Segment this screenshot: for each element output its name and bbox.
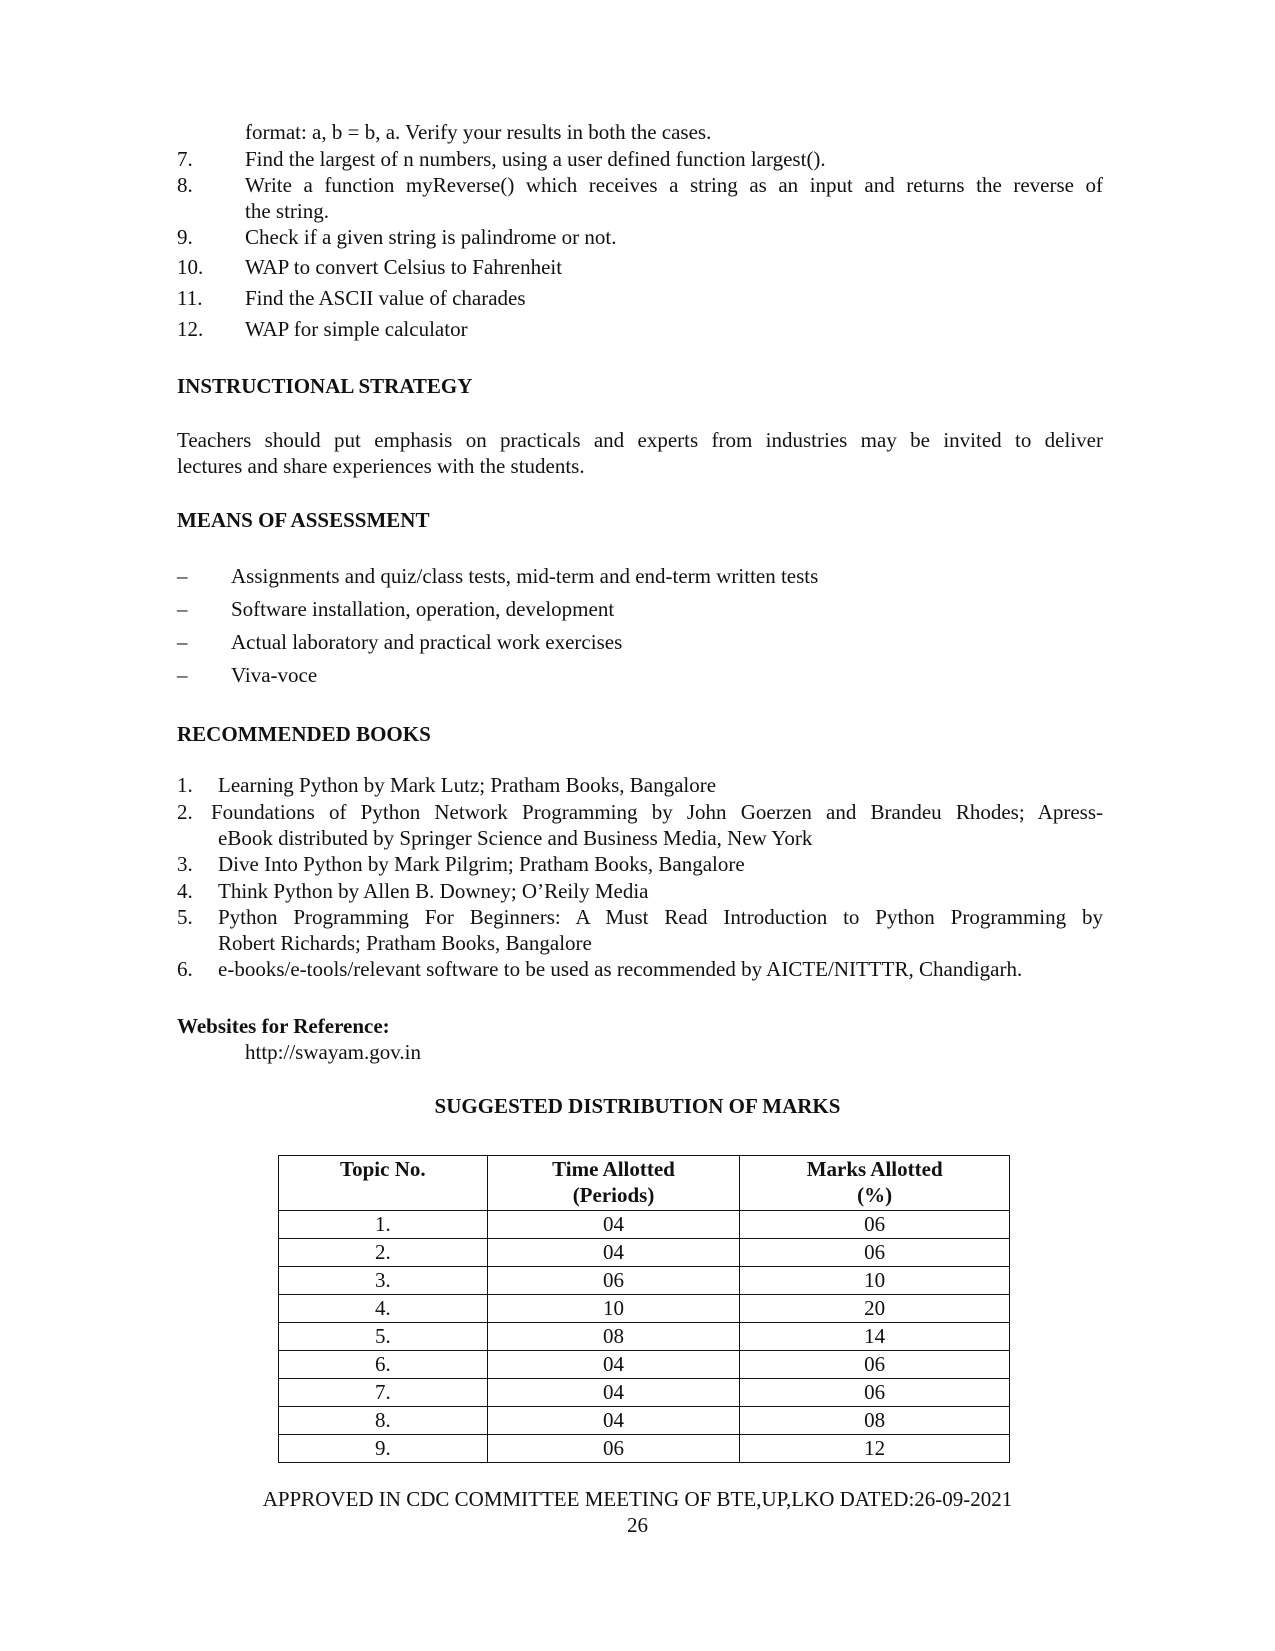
- assessment-item: Actual laboratory and practical work exercises: [231, 630, 623, 654]
- bullet-dash: –: [177, 597, 188, 621]
- marks-cell: 08: [740, 1407, 1010, 1435]
- table-row: [279, 1379, 1010, 1407]
- book-number: 1.: [177, 773, 193, 797]
- header-line: Time Allotted: [552, 1157, 675, 1181]
- book-text: Foundations of Python Network Programming by John Goerzen and Brandeu Rhodes; Apress-: [211, 800, 1103, 824]
- practical-number: 12.: [177, 317, 204, 341]
- practical-number: 10.: [177, 255, 204, 279]
- website-link[interactable]: http://swayam.gov.in: [245, 1040, 421, 1064]
- book-number: 6.: [177, 957, 193, 981]
- page-number: 26: [627, 1513, 648, 1537]
- marks-cell: 06: [740, 1211, 1010, 1239]
- header-time-allotted: [487, 1156, 740, 1211]
- header-marks-allotted: [740, 1156, 1010, 1211]
- assessment-item: Assignments and quiz/class tests, mid-term and end-term written tests: [231, 564, 819, 588]
- header-line: Topic No.: [340, 1157, 426, 1181]
- practical-number: 9.: [177, 225, 193, 249]
- marks-cell: 20: [740, 1295, 1010, 1323]
- practical-text: WAP for simple calculator: [245, 317, 468, 341]
- header-topic-no: [279, 1156, 488, 1211]
- practical-number: 11.: [177, 286, 203, 310]
- time-cell: 08: [487, 1323, 740, 1351]
- time-cell: 04: [487, 1211, 740, 1239]
- practical-number: 7.: [177, 147, 193, 171]
- marks-cell: 14: [740, 1323, 1010, 1351]
- time-cell: 06: [487, 1267, 740, 1295]
- table-header-row: [279, 1156, 1010, 1211]
- topic-cell: 5.: [279, 1323, 488, 1351]
- practical-text: Find the ASCII value of charades: [245, 286, 526, 310]
- marks-distribution-table: [278, 1155, 1010, 1463]
- topic-cell: 9.: [279, 1435, 488, 1463]
- marks-cell: 06: [740, 1351, 1010, 1379]
- time-cell: 04: [487, 1407, 740, 1435]
- assessment-item: Software installation, operation, development: [231, 597, 615, 621]
- header-line: Marks Allotted: [806, 1157, 943, 1181]
- marks-cell: 10: [740, 1267, 1010, 1295]
- book-text: e-books/e-tools/relevant software to be used as recommended by AICTE/NITTTR, Chandigarh.: [218, 957, 1023, 981]
- book-text: Python Programming For Beginners: A Must Read Introduction to Python Programming by: [218, 905, 1103, 929]
- practical-number: 8.: [177, 173, 193, 197]
- practical-text: Write a function myReverse() which receives a string as an input and returns the reverse of: [245, 173, 1103, 197]
- instructional-strategy-heading: INSTRUCTIONAL STRATEGY: [177, 374, 473, 398]
- table-row: [279, 1267, 1010, 1295]
- book-text: Learning Python by Mark Lutz; Pratham Books, Bangalore: [218, 773, 717, 797]
- topic-cell: 8.: [279, 1407, 488, 1435]
- books-heading: RECOMMENDED BOOKS: [177, 722, 431, 746]
- topic-cell: 1.: [279, 1211, 488, 1239]
- bullet-dash: –: [177, 630, 188, 654]
- table-row: [279, 1351, 1010, 1379]
- practical-text-continued: the string.: [245, 199, 329, 223]
- bullet-dash: –: [177, 564, 188, 588]
- approval-footer: APPROVED IN CDC COMMITTEE MEETING OF BTE,UP,LKO DATED:26-09-2021: [262, 1487, 1013, 1511]
- table-row: [279, 1239, 1010, 1267]
- book-text: Dive Into Python by Mark Pilgrim; Pratham Books, Bangalore: [218, 852, 745, 876]
- marks-cell: 12: [740, 1435, 1010, 1463]
- websites-heading: Websites for Reference:: [177, 1014, 390, 1038]
- marks-cell: 06: [740, 1239, 1010, 1267]
- practical-text: Check if a given string is palindrome or not.: [245, 225, 617, 249]
- table-row: [279, 1435, 1010, 1463]
- time-cell: 10: [487, 1295, 740, 1323]
- book-text: Think Python by Allen B. Downey; O’Reily Media: [218, 879, 649, 903]
- instructional-strategy-text: Teachers should put emphasis on practicals and experts from industries may be invited to deliver: [177, 428, 1103, 452]
- book-text-continued: Robert Richards; Pratham Books, Bangalore: [218, 931, 592, 955]
- book-number: 2.: [177, 800, 193, 824]
- marks-cell: 06: [740, 1379, 1010, 1407]
- table-row: [279, 1323, 1010, 1351]
- topic-cell: 6.: [279, 1351, 488, 1379]
- topic-cell: 4.: [279, 1295, 488, 1323]
- assessment-heading: MEANS OF ASSESSMENT: [177, 508, 430, 532]
- time-cell: 04: [487, 1239, 740, 1267]
- book-number: 3.: [177, 852, 193, 876]
- instructional-strategy-text-continued: lectures and share experiences with the students.: [177, 454, 585, 478]
- practical-text: Find the largest of n numbers, using a user defined function largest().: [245, 147, 826, 171]
- book-text-continued: eBook distributed by Springer Science and Business Media, New York: [218, 826, 813, 850]
- book-number: 5.: [177, 905, 193, 929]
- bullet-dash: –: [177, 663, 188, 687]
- practical-continued-line: format: a, b = b, a. Verify your results in both the cases.: [245, 120, 712, 144]
- table-row: [279, 1211, 1010, 1239]
- header-line: (Periods): [572, 1183, 655, 1207]
- topic-cell: 2.: [279, 1239, 488, 1267]
- time-cell: 04: [487, 1379, 740, 1407]
- time-cell: 04: [487, 1351, 740, 1379]
- book-number: 4.: [177, 879, 193, 903]
- assessment-item: Viva-voce: [231, 663, 318, 687]
- topic-cell: 7.: [279, 1379, 488, 1407]
- marks-table-title: SUGGESTED DISTRIBUTION OF MARKS: [434, 1094, 841, 1118]
- header-line: (%): [857, 1183, 893, 1207]
- time-cell: 06: [487, 1435, 740, 1463]
- table-row: [279, 1407, 1010, 1435]
- practical-text: WAP to convert Celsius to Fahrenheit: [245, 255, 563, 279]
- table-row: [279, 1295, 1010, 1323]
- topic-cell: 3.: [279, 1267, 488, 1295]
